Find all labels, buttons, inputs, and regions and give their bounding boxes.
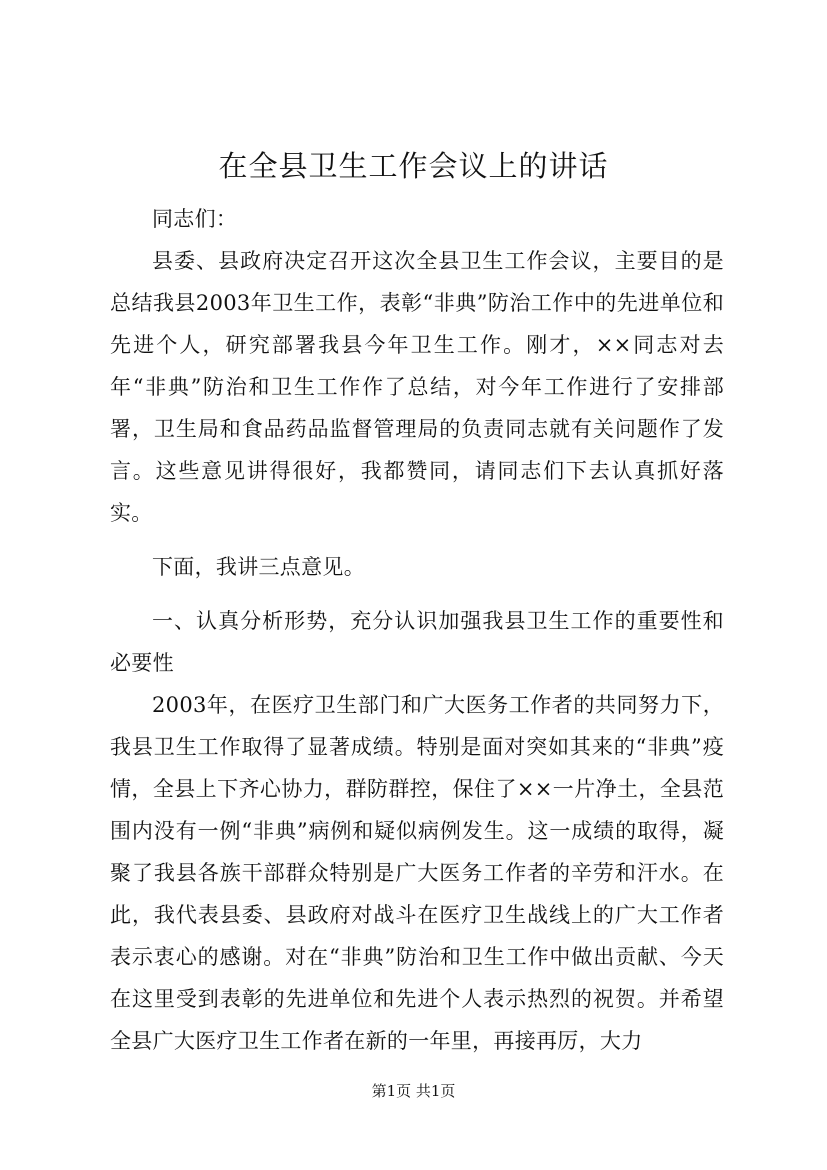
document-body [110, 198, 724, 1062]
page-footer: 第1页 共1页 [371, 1082, 456, 1100]
paragraph-outline: 下面，我讲三点意见。 [152, 555, 365, 579]
document-title: 在全县卫生工作会议上的讲话 [218, 149, 609, 183]
paragraph-achievements: 2003年，在医疗卫生部门和广大医务工作者的共同努力下，我县卫生工作取得了显著成绩。特别是面对突如其来的“非典”疫情，全县上下齐心协力，群防群控，保住了××一片净土，全县范围内没有一例“非典”病例和疑似病例发生。这一成绩的取得，凝聚了我县各族干部群众特别是广大医务工作者的辛劳和汗水。在此，我代表县委、县政府对战斗在医疗卫生战线上的广大工作者表示衷心的感谢。对在“非典”防治和卫生工作中做出贡献、今天在这里受到表彰的先进单位和先进个人表示热烈的祝贺。并希望全县广大医疗卫生工作者在新的一年里，再接再厉，大力 [110, 693, 724, 1053]
section-heading-1: 一、认真分析形势，充分认识加强我县卫生工作的重要性和必要性 [110, 609, 724, 675]
salutation: 同志们： [152, 207, 238, 231]
paragraph-intro: 县委、县政府决定召开这次全县卫生工作会议，主要目的是总结我县2003年卫生工作，表彰“非典”防治工作中的先进单位和先进个人，研究部署我县今年卫生工作。刚才，××同志对去年“非典”防治和卫生工作作了总结，对今年工作进行了安排部署，卫生局和食品药品监督管理局的负责同志就有关问题作了发言。这些意见讲得很好，我都赞同，请同志们下去认真抓好落实。 [110, 249, 724, 525]
